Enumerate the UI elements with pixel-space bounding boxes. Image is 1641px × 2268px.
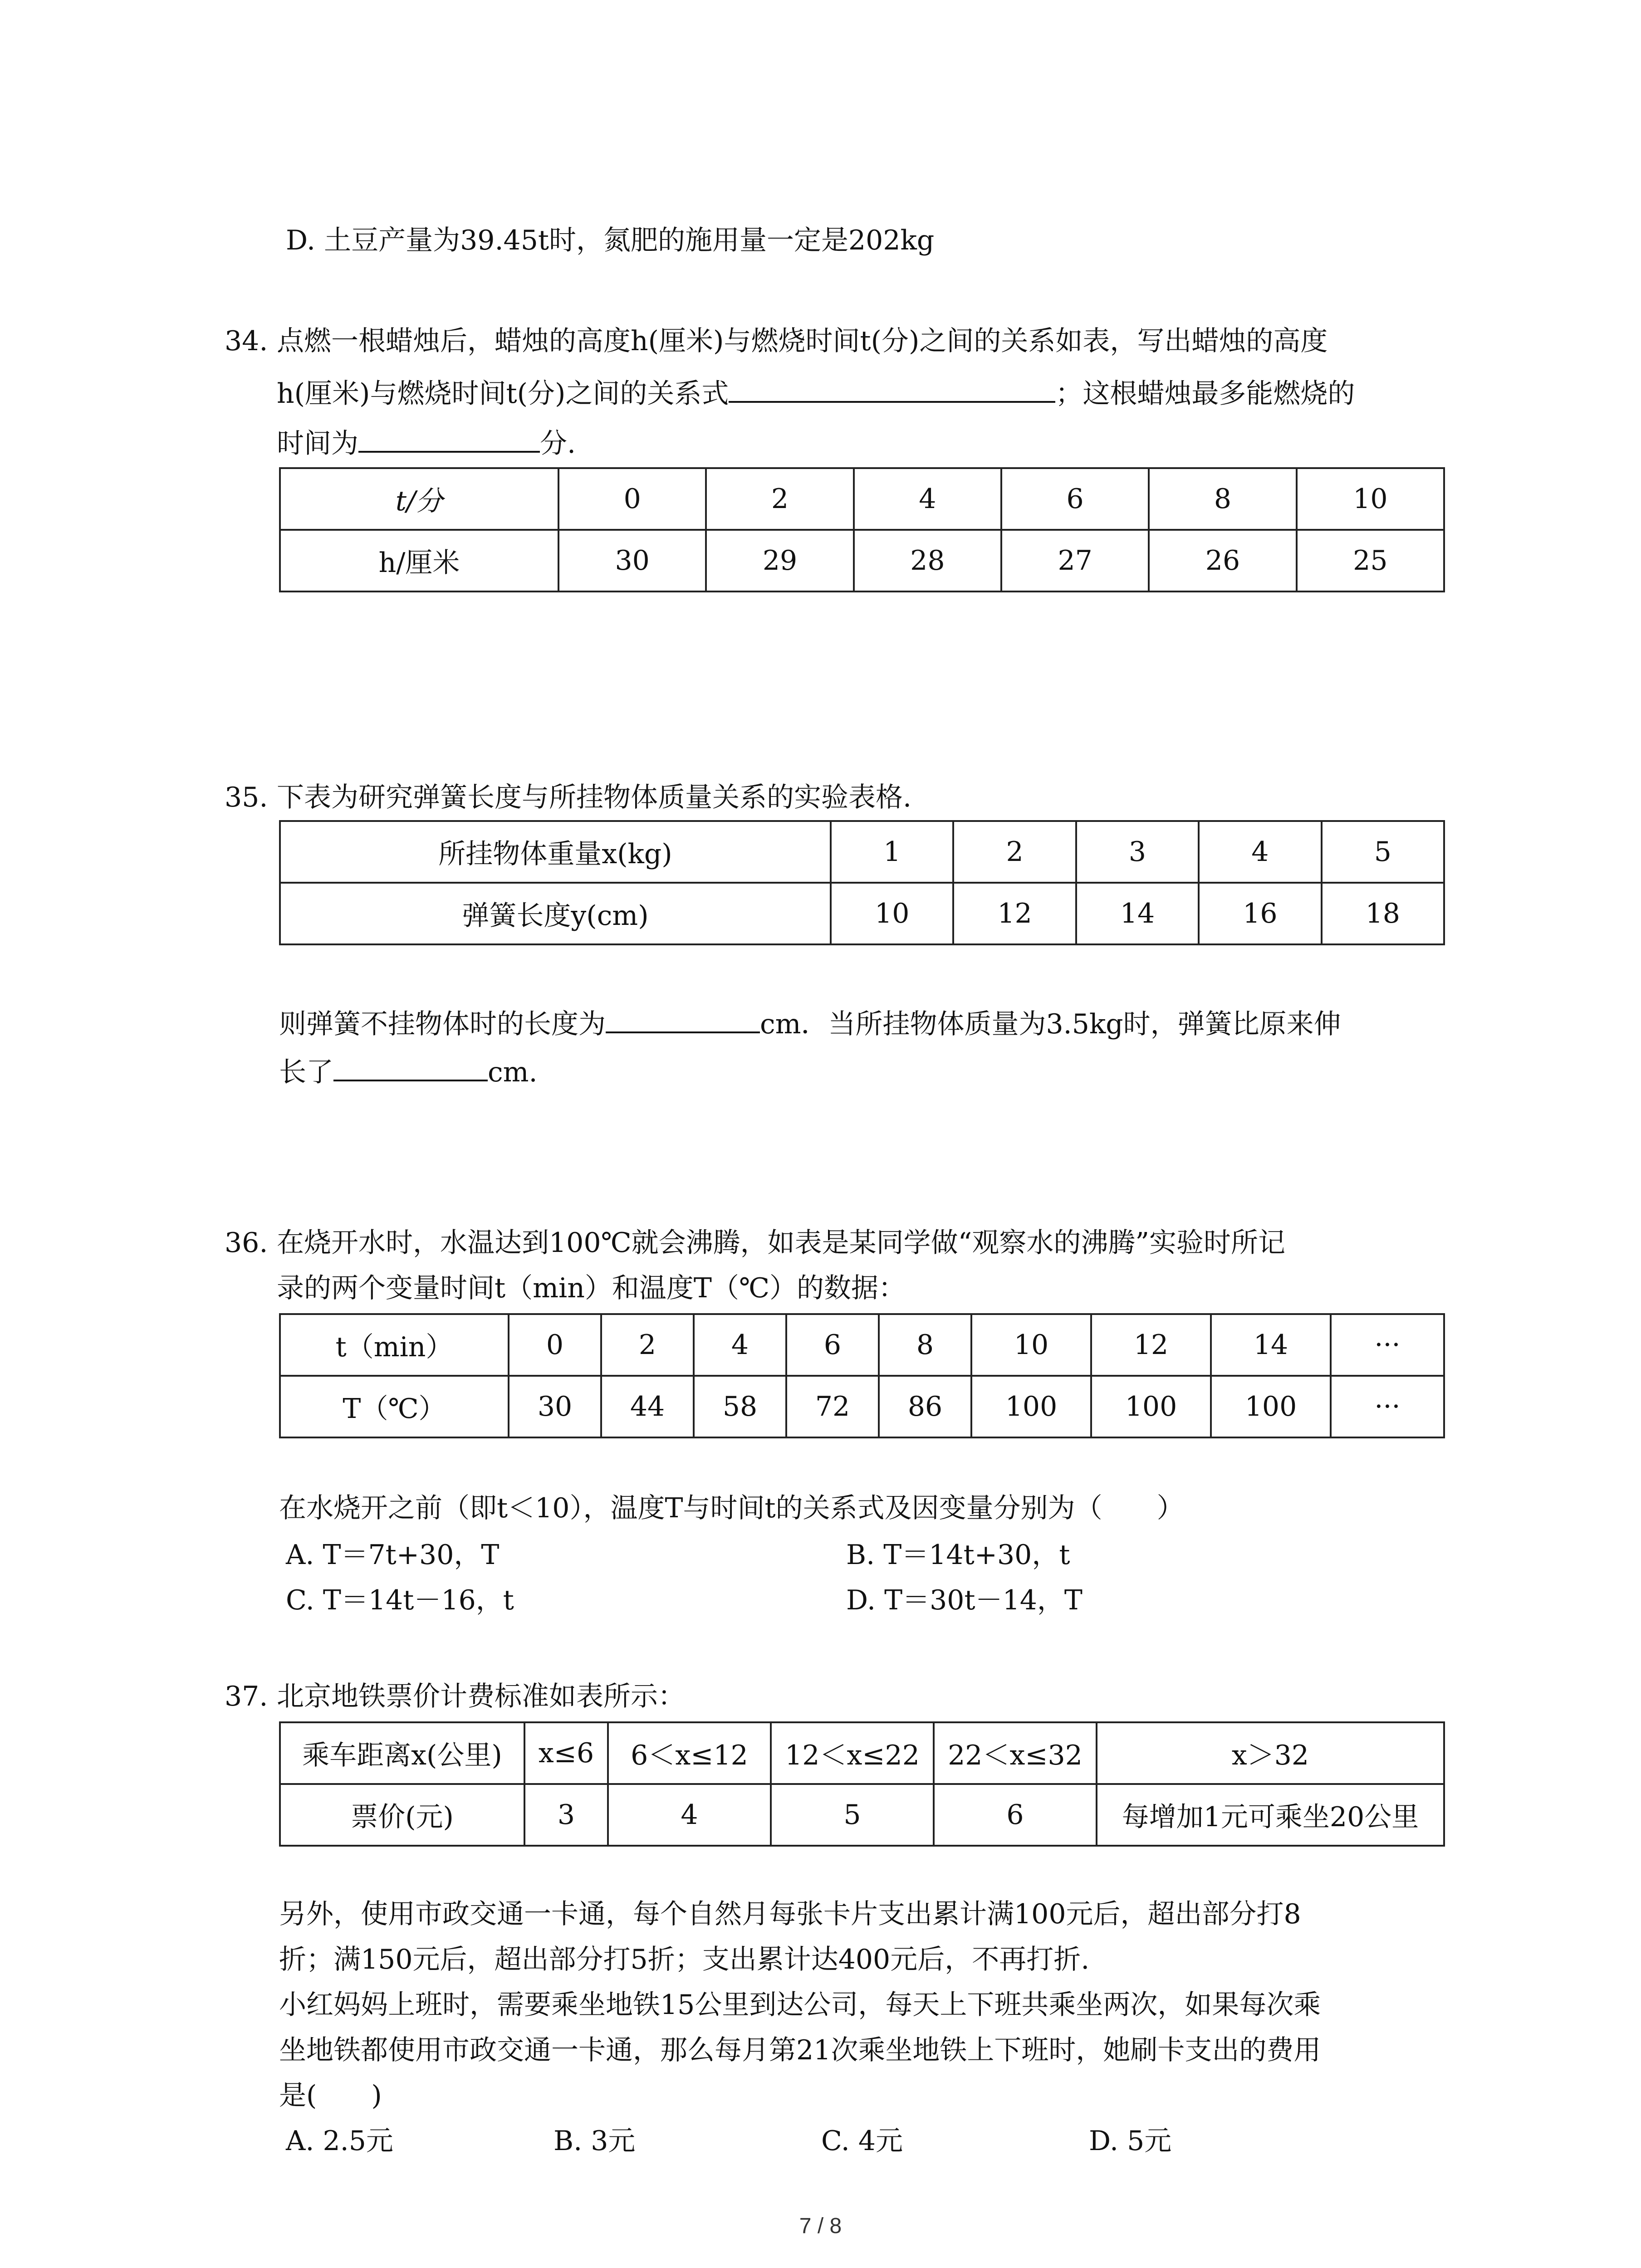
- q34-number: 34.: [225, 325, 268, 357]
- q35-text2-b: cm.: [488, 1056, 538, 1088]
- table-row: [280, 821, 1444, 883]
- q37-paragraph-4: 坐地铁都使用市政交通一卡通，那么每月第21次乘坐地铁上下班时，她刷卡支出的费用: [279, 2034, 1321, 2066]
- q35-text2-a: 长了: [279, 1056, 333, 1088]
- q37-table: [279, 1721, 1445, 1847]
- table-cell: 100: [971, 1376, 1091, 1437]
- table-cell: 100: [1091, 1376, 1211, 1437]
- table-cell: t/分: [280, 468, 558, 530]
- table-cell: 12: [1091, 1314, 1211, 1376]
- q37-paragraph-1: 另外，使用市政交通一卡通，每个自然月每张卡片支出累计满100元后，超出部分打8: [279, 1898, 1301, 1930]
- q37-paragraph-3: 小红妈妈上班时，需要乘坐地铁15公里到达公司，每天上下班共乘坐两次，如果每次乘: [279, 1989, 1321, 2021]
- table-cell: 4: [694, 1314, 786, 1376]
- table-cell: 30: [558, 530, 706, 591]
- table-cell: x＞32: [1097, 1722, 1444, 1784]
- q34-answer-blank-2[interactable]: [358, 423, 540, 453]
- q36-table: [279, 1313, 1445, 1438]
- q34-line2-b: ；这根蜡烛最多能燃烧的: [1055, 378, 1355, 410]
- table-row: [280, 1314, 1444, 1376]
- table-cell: 每增加1元可乘坐20公里: [1097, 1784, 1444, 1846]
- q34-answer-blank-1[interactable]: [729, 373, 1055, 403]
- table-cell: 26: [1149, 530, 1296, 591]
- table-cell: 0: [509, 1314, 601, 1376]
- table-cell: 10: [1297, 468, 1444, 530]
- q37-option-c[interactable]: C. 4元: [821, 2125, 903, 2157]
- table-cell: 8: [879, 1314, 971, 1376]
- table-cell: 乘车距离x(公里): [280, 1722, 524, 1784]
- q35-text1-b: cm．当所挂物体质量为3.5kg时，弹簧比原来伸: [760, 1008, 1341, 1040]
- q34-line2-a: h(厘米)与燃烧时间t(分)之间的关系式: [277, 378, 729, 410]
- table-cell: 16: [1199, 883, 1321, 944]
- q34-line2: [277, 373, 1355, 412]
- table-cell: 所挂物体重量x(kg): [280, 821, 831, 883]
- table-row: [280, 1722, 1444, 1784]
- q37-option-a[interactable]: A. 2.5元: [286, 2125, 393, 2157]
- q37-option-b[interactable]: B. 3元: [554, 2125, 636, 2157]
- table-cell: 12＜x≤22: [771, 1722, 934, 1784]
- q36-line2: 录的两个变量时间t（min）和温度T（℃）的数据：: [277, 1272, 906, 1304]
- table-cell: 14: [1211, 1314, 1331, 1376]
- q36-number: 36.: [225, 1227, 268, 1259]
- table-cell: 弹簧长度y(cm): [280, 883, 831, 944]
- table-cell: 2: [601, 1314, 694, 1376]
- table-cell: 6: [934, 1784, 1097, 1846]
- q36-option-a[interactable]: A. T＝7t+30，T: [286, 1539, 500, 1571]
- table-cell: 27: [1001, 530, 1149, 591]
- table-cell: 28: [854, 530, 1001, 591]
- table-cell: 29: [706, 530, 853, 591]
- q36-question: 在水烧开之前（即t＜10），温度T与时间t的关系式及因变量分别为（ ）: [279, 1492, 1184, 1524]
- table-cell: 6＜x≤12: [608, 1722, 771, 1784]
- table-cell: 6: [1001, 468, 1149, 530]
- table-cell: 12: [953, 883, 1076, 944]
- table-cell: 3: [524, 1784, 608, 1846]
- table-cell: 10: [831, 883, 953, 944]
- q37-paragraph-2: 折；满150元后，超出部分打5折；支出累计达400元后，不再打折.: [279, 1944, 1090, 1975]
- table-cell: 58: [694, 1376, 786, 1437]
- table-cell: h/厘米: [280, 530, 558, 591]
- table-cell: 30: [509, 1376, 601, 1437]
- table-cell: 10: [971, 1314, 1091, 1376]
- table-cell: 14: [1076, 883, 1199, 944]
- table-cell: 44: [601, 1376, 694, 1437]
- q35-line1: 下表为研究弹簧长度与所挂物体质量关系的实验表格.: [277, 782, 912, 813]
- table-cell: 2: [706, 468, 853, 530]
- table-cell: 0: [558, 468, 706, 530]
- q36-line1: 在烧开水时，水温达到100℃就会沸腾，如表是某同学做“观察水的沸腾”实验时所记: [277, 1227, 1285, 1259]
- table-row: [280, 883, 1444, 944]
- table-cell: 票价(元): [280, 1784, 524, 1846]
- table-row: [280, 530, 1444, 591]
- q36-option-d[interactable]: D. T＝30t－14，T: [846, 1584, 1083, 1616]
- table-cell: 5: [771, 1784, 934, 1846]
- table-cell: 86: [879, 1376, 971, 1437]
- q35-text1: [279, 1003, 1341, 1042]
- table-cell: x≤6: [524, 1722, 608, 1784]
- table-cell: 4: [1199, 821, 1321, 883]
- table-cell: 25: [1297, 530, 1444, 591]
- table-cell: t（min）: [280, 1314, 509, 1376]
- q35-text1-a: 则弹簧不挂物体时的长度为: [279, 1008, 606, 1040]
- table-cell: T（℃）: [280, 1376, 509, 1437]
- q37-paragraph-5: 是( ): [279, 2080, 382, 2112]
- table-cell: ···: [1331, 1314, 1444, 1376]
- table-cell: 1: [831, 821, 953, 883]
- q35-table: [279, 820, 1445, 945]
- q34-line1: 点燃一根蜡烛后，蜡烛的高度h(厘米)与燃烧时间t(分)之间的关系如表，写出蜡烛的高度: [277, 325, 1328, 357]
- q37-line1: 北京地铁票价计费标准如表所示：: [277, 1681, 685, 1712]
- q34-line3-a: 时间为: [277, 428, 358, 459]
- q37-option-d[interactable]: D. 5元: [1089, 2125, 1172, 2157]
- table-row: [280, 1376, 1444, 1437]
- q34-line3: [277, 423, 576, 462]
- table-cell: 22＜x≤32: [934, 1722, 1097, 1784]
- q35-answer-blank-1[interactable]: [606, 1003, 760, 1033]
- q34-table: [279, 467, 1445, 592]
- table-cell: 8: [1149, 468, 1296, 530]
- table-cell: ···: [1331, 1376, 1444, 1437]
- table-cell: 4: [608, 1784, 771, 1846]
- q33-option-d: D. 土豆产量为39.45t时，氮肥的施用量一定是202kg: [286, 225, 935, 256]
- q35-number: 35.: [225, 782, 268, 813]
- q36-option-c[interactable]: C. T＝14t－16，t: [286, 1584, 514, 1616]
- table-cell: 72: [786, 1376, 879, 1437]
- table-row: [280, 468, 1444, 530]
- q35-text2: [279, 1051, 538, 1090]
- table-cell: 18: [1322, 883, 1444, 944]
- q36-option-b[interactable]: B. T＝14t+30，t: [846, 1539, 1070, 1571]
- table-cell: 2: [953, 821, 1076, 883]
- table-cell: 5: [1322, 821, 1444, 883]
- q34-line3-b: 分.: [540, 428, 576, 459]
- table-row: [280, 1784, 1444, 1846]
- table-cell: 4: [854, 468, 1001, 530]
- table-cell: 100: [1211, 1376, 1331, 1437]
- page-number: 7 / 8: [799, 2214, 842, 2238]
- table-cell: 3: [1076, 821, 1199, 883]
- table-cell: 6: [786, 1314, 879, 1376]
- q37-number: 37.: [225, 1681, 268, 1712]
- q35-answer-blank-2[interactable]: [333, 1051, 488, 1081]
